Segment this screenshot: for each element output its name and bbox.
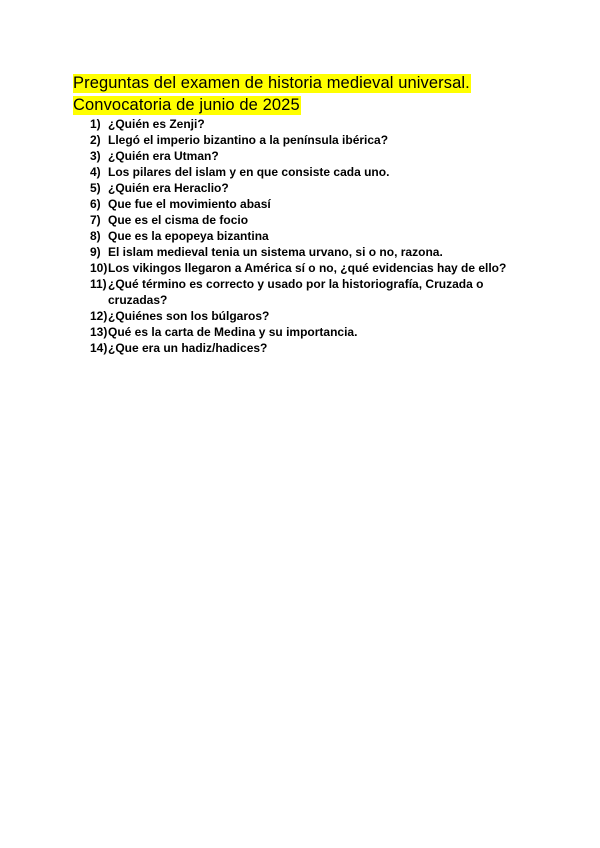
- question-item: [90, 116, 530, 132]
- question-item: [90, 164, 530, 180]
- question-number: 7): [90, 213, 101, 227]
- title-line-2: [73, 94, 471, 116]
- question-number: 11): [90, 277, 107, 291]
- question-item: [90, 308, 530, 324]
- question-text: ¿Quién es Zenji?: [108, 117, 205, 131]
- question-number: 5): [90, 181, 101, 195]
- title-line-1-text: Preguntas del examen de historia medieval universal.: [73, 74, 470, 92]
- question-item: [90, 260, 530, 276]
- question-text: Que es el cisma de focio: [108, 213, 249, 227]
- question-item: [90, 276, 530, 308]
- question-list: [90, 116, 530, 356]
- question-number: 14): [90, 341, 108, 355]
- title-line-2-text: Convocatoria de junio de 2025: [73, 96, 300, 114]
- question-item: [90, 196, 530, 212]
- question-text: Los pilares del islam y en que consiste cada uno.: [108, 165, 390, 179]
- question-number: 12): [90, 309, 108, 323]
- question-number: 3): [90, 149, 101, 163]
- question-text: ¿Que era un hadiz/hadices?: [108, 341, 268, 355]
- question-text: ¿Quiénes son los búlgaros?: [108, 309, 270, 323]
- question-text: Que fue el movimiento abasí: [108, 197, 271, 211]
- question-text: Llegó el imperio bizantino a la península ibérica?: [108, 133, 389, 147]
- question-text: ¿Quién era Utman?: [108, 149, 219, 163]
- question-item: [90, 148, 530, 164]
- question-item: [90, 132, 530, 148]
- question-text: Qué es la carta de Medina y su importancia.: [108, 325, 358, 339]
- question-number: 9): [90, 245, 101, 259]
- document-title: [73, 72, 471, 116]
- question-item: [90, 212, 530, 228]
- question-text: ¿Quién era Heraclio?: [108, 181, 229, 195]
- question-item: [90, 228, 530, 244]
- question-text: Los vikingos llegaron a América sí o no, ¿qué evidencias hay de ello?: [108, 261, 507, 275]
- question-item: [90, 324, 530, 340]
- question-item: [90, 340, 530, 356]
- question-text: ¿Qué término es correcto y usado por la historiografía, Cruzada o cruzadas?: [108, 277, 484, 307]
- question-item: [90, 244, 530, 260]
- question-item: [90, 180, 530, 196]
- question-number: 4): [90, 165, 101, 179]
- question-number: 2): [90, 133, 101, 147]
- question-text: Que es la epopeya bizantina: [108, 229, 269, 243]
- question-number: 13): [90, 325, 108, 339]
- question-number: 10): [90, 261, 108, 275]
- title-line-1: [73, 72, 471, 94]
- question-number: 8): [90, 229, 101, 243]
- question-number: 6): [90, 197, 101, 211]
- question-number: 1): [90, 117, 101, 131]
- question-text: El islam medieval tenia un sistema urvano, si o no, razona.: [108, 245, 443, 259]
